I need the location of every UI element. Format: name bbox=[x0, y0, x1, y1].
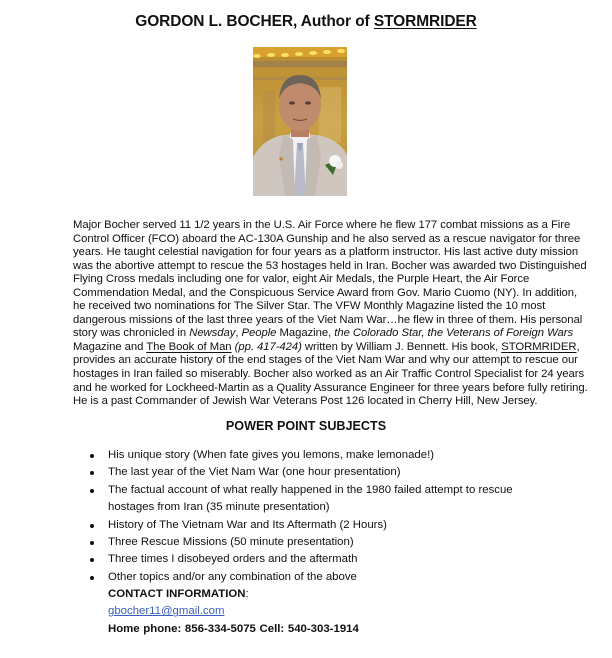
bullet-dot-icon bbox=[90, 524, 94, 528]
bullet-dot-icon bbox=[90, 541, 94, 545]
bullet-dot-icon bbox=[90, 576, 94, 580]
publication-list: the Colorado Star, the Veterans of Foreign Wars bbox=[334, 327, 574, 340]
bio-line: Control Officer (FCO) aboard the AC-130A Gunship and he also served as a rescue navigator for three bbox=[73, 232, 581, 245]
publication-people: People bbox=[241, 327, 277, 340]
bio-line: Flying Cross medals including one for valor, eight Air Medals, the Purple Heart, the Air Force bbox=[73, 273, 530, 286]
list-item-text: Other topics and/or any combination of the above bbox=[108, 570, 357, 583]
contact-information bbox=[108, 586, 359, 638]
list-item bbox=[86, 569, 513, 586]
bio-text: written by William J. Bennett. His book, bbox=[301, 340, 502, 353]
bio-text: , bbox=[235, 327, 242, 340]
contact-heading bbox=[108, 586, 359, 603]
list-item-text: Three times I disobeyed orders and the aftermath bbox=[108, 553, 358, 566]
bio-line: Commendation Medal, and the Conspicuous Service Award from Gov. Mario Cuomo (NY). In addition, bbox=[73, 286, 578, 299]
contact-label: CONTACT INFORMATION bbox=[108, 588, 246, 600]
section-heading-power-point-subjects: POWER POINT SUBJECTS bbox=[225, 419, 387, 433]
list-item-text: His unique story (When fate gives you lemons, make lemonade!) bbox=[108, 449, 435, 461]
phone-numbers: Home phone: 856-334-5075 Cell: 540-303-1914 bbox=[108, 622, 359, 635]
bio-text: story was chronicled in bbox=[73, 327, 190, 340]
list-item-text: The factual account of what really happened in the 1980 failed attempt to rescue bbox=[108, 483, 513, 496]
bullet-dot-icon bbox=[90, 489, 94, 493]
bio-text: Magazine, bbox=[276, 327, 335, 340]
bio-line: and he worked for Lockheed-Martin as a Quality Assurance Engineer for three years before fully retiring. bbox=[73, 381, 588, 394]
book-title: STORMRIDER bbox=[373, 13, 477, 30]
bio-line: he received two nominations for The Silver Star. The VFW Monthly Magazine listed the 10 most bbox=[73, 300, 546, 313]
bio-line bbox=[73, 341, 612, 355]
list-item bbox=[86, 517, 513, 534]
publication-newsday: Newsday bbox=[189, 327, 236, 340]
bio-line: hostages in Iran failed so miserably. Bocher also worked as an Air Traffic Control Specialist for 24 years bbox=[73, 368, 585, 381]
bio-text: Magazine and bbox=[73, 340, 147, 353]
bio-line: Major Bocher served 11 1/2 years in the U.S. Air Force where he flew 177 combat missions as a Fire bbox=[73, 219, 571, 231]
page-title bbox=[0, 13, 612, 31]
portrait-photo bbox=[253, 47, 347, 196]
portrait-photo-icon bbox=[253, 47, 347, 196]
contact-colon: : bbox=[245, 588, 249, 600]
bio-text: , bbox=[576, 340, 580, 353]
list-item-text: Three Rescue Missions (50 minute presentation) bbox=[108, 536, 354, 549]
book-of-man-title: The Book of Man bbox=[146, 340, 232, 353]
list-item bbox=[86, 464, 513, 481]
bullet-dot-icon bbox=[90, 471, 94, 475]
bio-line: years. He taught celestial navigation for four years as a platform instructor. His last active duty mission bbox=[73, 246, 579, 259]
list-item bbox=[86, 447, 513, 464]
bullet-dot-icon bbox=[90, 454, 94, 458]
bullet-dot-icon bbox=[90, 558, 94, 562]
page-reference: (pp. 417-424) bbox=[234, 340, 302, 353]
list-item bbox=[86, 482, 513, 517]
bio-line: provides an accurate history of the end stages of the Viet Nam War and why our attempt to rescue our bbox=[73, 354, 578, 367]
bio-line: He is a past Commander of Jewish War Veterans Post 126 located in Cherry Hill, New Jersey. bbox=[73, 395, 538, 408]
title-text: GORDON L. BOCHER, Author of bbox=[135, 13, 374, 30]
list-item-text: The last year of the Viet Nam War (one hour presentation) bbox=[108, 466, 401, 479]
email-link[interactable]: gbocher11@gmail.com bbox=[108, 605, 225, 618]
list-item bbox=[86, 534, 513, 551]
bio-line bbox=[73, 327, 612, 341]
list-item-text: History of The Vietnam War and Its Aftermath (2 Hours) bbox=[108, 518, 387, 531]
subjects-list bbox=[86, 447, 513, 586]
bio-line: was the abortive attempt to rescue the 53 hostages held in Iran. Bocher was awarded two Distinguished bbox=[73, 259, 587, 272]
stormrider-title: STORMRIDER bbox=[501, 340, 577, 353]
list-item bbox=[86, 551, 513, 568]
list-item-text-continued: hostages from Iran (35 minute presentation) bbox=[108, 501, 330, 514]
bio-line: dangerous missions of the last three years of the Viet Nam War…he flew in three of them. His personal bbox=[73, 313, 583, 326]
biography-paragraph bbox=[73, 219, 612, 409]
